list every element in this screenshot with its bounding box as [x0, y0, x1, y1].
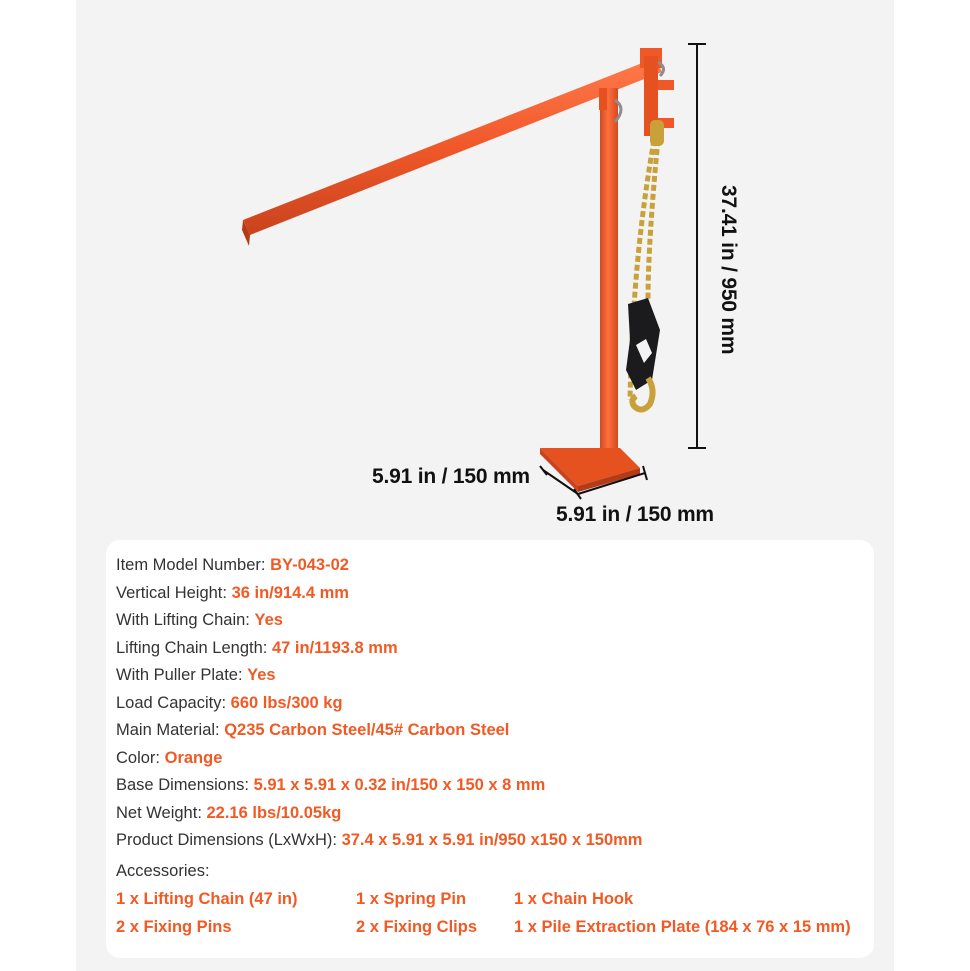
spec-value: Orange — [164, 748, 223, 767]
spec-row-lifting-chain — [116, 607, 642, 635]
base-depth-label: 5.91 in / 150 mm — [372, 465, 530, 488]
height-dimension-label: 37.41 in / 950 mm — [717, 185, 740, 355]
base-plate — [540, 448, 640, 492]
accessory-chain-hook: 1 x Chain Hook — [514, 890, 634, 908]
spec-label: With Puller Plate: — [116, 666, 248, 684]
spec-card — [106, 540, 874, 958]
spec-value: 22.16 lbs/10.05kg — [206, 803, 342, 822]
spec-label: Lifting Chain Length: — [116, 638, 272, 657]
spec-value: 37.4 x 5.91 x 5.91 in/950 x150 x 150mm — [341, 831, 643, 849]
spec-label: Base Dimensions: — [116, 776, 254, 794]
spec-list — [116, 552, 642, 855]
accessory-fixing-clips: 2 x Fixing Clips — [356, 918, 478, 936]
spec-value: 5.91 x 5.91 x 0.32 in/150 x 150 x 8 mm — [253, 776, 546, 794]
spec-row-model — [116, 552, 642, 580]
vertical-post — [599, 88, 618, 453]
spec-value: BY-043-02 — [270, 556, 349, 574]
accessory-lifting-chain: 1 x Lifting Chain (47 in) — [116, 890, 298, 908]
spec-row-vertical-height — [116, 580, 642, 608]
puller-plate — [626, 298, 660, 390]
spec-value: Q235 Carbon Steel/45# Carbon Steel — [224, 721, 510, 739]
spec-row-base-dimensions — [116, 772, 642, 800]
spec-value: 660 lbs/300 kg — [230, 693, 343, 712]
spec-label: Load Capacity: — [116, 693, 231, 712]
spec-row-load-capacity — [116, 690, 642, 718]
spec-label: Main Material: — [116, 721, 225, 739]
lever-arm — [242, 58, 662, 246]
spec-row-puller-plate — [116, 662, 642, 690]
accessories-title: Accessories: — [116, 862, 210, 880]
spec-value: Yes — [254, 611, 283, 629]
spec-row-product-dimensions — [116, 827, 642, 855]
spec-label: Vertical Height: — [116, 583, 232, 602]
accessory-spring-pin: 1 x Spring Pin — [356, 890, 467, 908]
base-width-label: 5.91 in / 150 mm — [556, 503, 714, 526]
spec-value: Yes — [247, 666, 276, 684]
accessory-pile-extraction-plate: 1 x Pile Extraction Plate (184 x 76 x 15 mm) — [514, 918, 851, 936]
spec-label: With Lifting Chain: — [116, 611, 255, 629]
height-dimension-line — [688, 44, 706, 448]
spec-label: Color: — [116, 748, 165, 767]
spec-label: Product Dimensions (LxWxH): — [116, 831, 342, 849]
spec-row-main-material — [116, 717, 642, 745]
top-bracket — [615, 48, 674, 136]
spec-value: 36 in/914.4 mm — [231, 583, 349, 602]
spec-row-net-weight — [116, 800, 642, 828]
spec-value: 47 in/1193.8 mm — [271, 638, 398, 657]
spec-row-color — [116, 745, 642, 773]
accessory-fixing-pins: 2 x Fixing Pins — [116, 918, 232, 936]
spec-row-chain-length — [116, 635, 642, 663]
spec-label: Item Model Number: — [116, 556, 271, 574]
spec-label: Net Weight: — [116, 803, 207, 822]
